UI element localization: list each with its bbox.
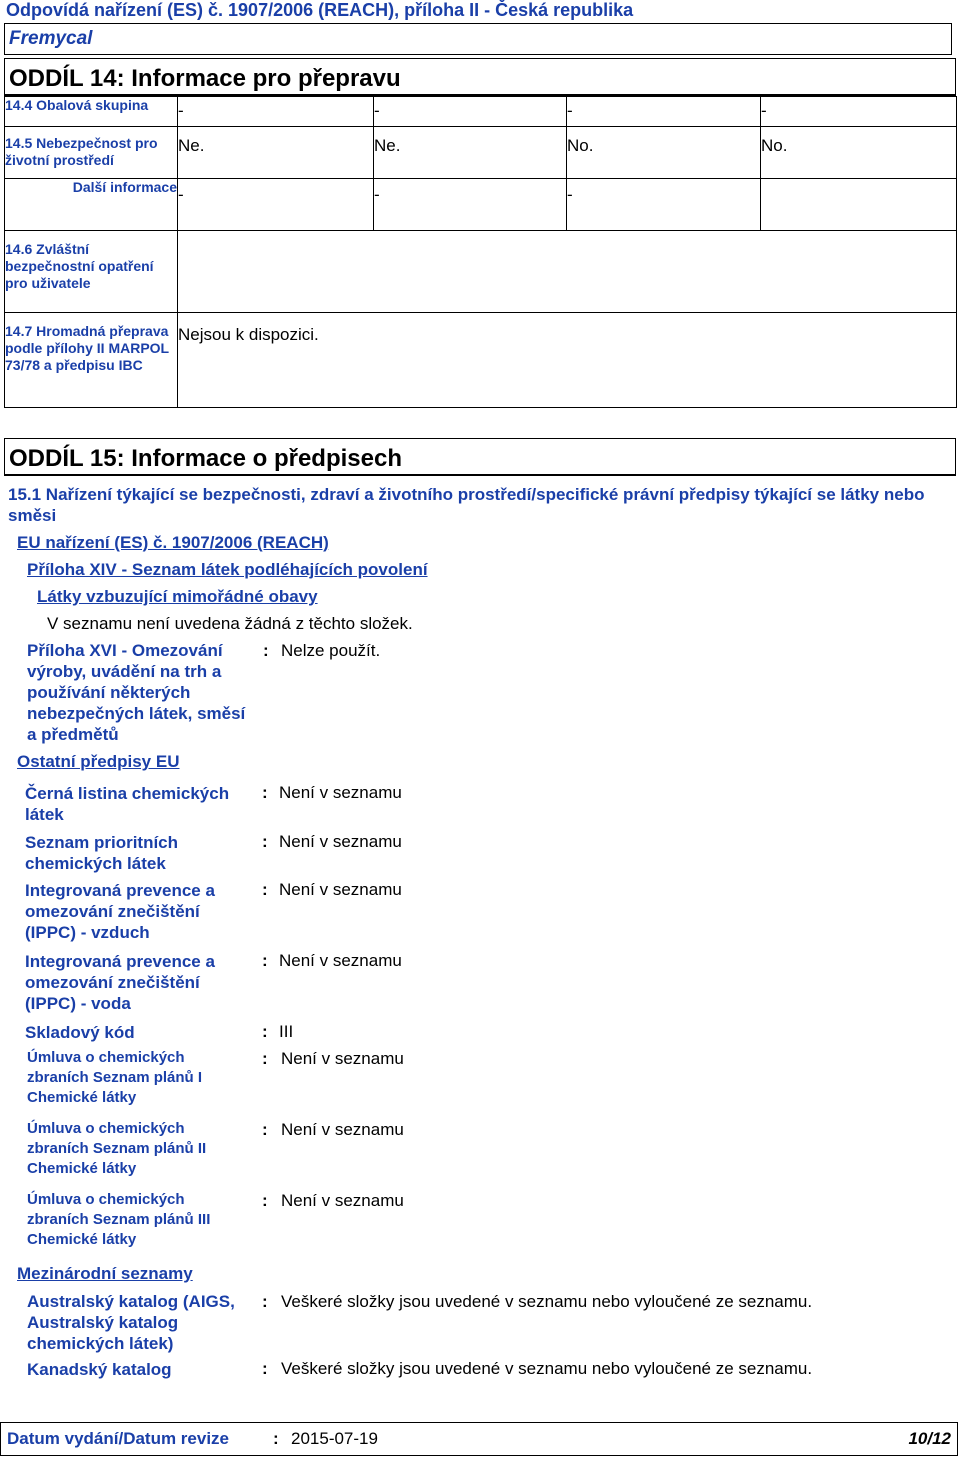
svhc-text: V seznamu není uvedena žádná z těchto složek. <box>47 614 413 633</box>
cell-value: - <box>374 179 567 231</box>
eu-reach-heading: EU nařízení (ES) č. 1907/2006 (REACH) <box>17 533 329 552</box>
annex-14-heading: Příloha XIV - Seznam látek podléhajících povolení <box>27 560 428 579</box>
section-15-header <box>4 438 956 476</box>
svhc-heading: Látky vzbuzující mimořádné obavy <box>37 587 318 606</box>
annex-17-value: Nelze použít. <box>281 641 381 660</box>
list-item-value: Veškeré složky jsou uvedené v seznamu nebo vyloučené ze seznamu. <box>281 1359 813 1378</box>
colon-separator: : <box>262 1191 268 1210</box>
cell-value: - <box>761 97 957 127</box>
cell-value: - <box>178 97 374 127</box>
colon-separator: : <box>262 783 268 802</box>
row-label: Další informace <box>5 179 178 231</box>
colon-separator: : <box>263 641 269 660</box>
list-item-label: Úmluva o chemických zbraních Seznam plánů II Chemické látky <box>27 1120 207 1177</box>
row-label: 14.7 Hromadná přeprava podle přílohy II MARPOL 73/78 a předpisu IBC <box>5 313 178 408</box>
page-number: 10/12 <box>908 1429 951 1448</box>
cell-value: - <box>567 97 761 127</box>
product-name-box <box>4 23 952 55</box>
cell-value: - <box>567 179 761 231</box>
cell-value <box>178 231 957 313</box>
list-item-value: Veškeré složky jsou uvedené v seznamu nebo vyloučené ze seznamu. <box>281 1292 813 1311</box>
footer <box>0 1422 958 1456</box>
colon-separator: : <box>262 1292 268 1311</box>
cell-value: - <box>374 97 567 127</box>
cell-value: - <box>178 179 374 231</box>
list-item-label: Australský katalog (AIGS, Australský katalog chemických látek) <box>27 1292 235 1353</box>
list-item-value: Není v seznamu <box>279 783 402 802</box>
transport-table <box>4 96 957 408</box>
other-eu-heading: Ostatní předpisy EU <box>17 752 180 771</box>
table-row <box>5 127 957 179</box>
cell-value: No. <box>567 127 761 179</box>
list-item-value: III <box>279 1022 294 1041</box>
product-name: Fremycal <box>9 28 93 49</box>
table-row <box>5 179 957 231</box>
colon-separator: : <box>262 1049 268 1068</box>
table-row <box>5 231 957 313</box>
cell-value: Nejsou k dispozici. <box>178 313 957 408</box>
list-item-value: Není v seznamu <box>281 1049 404 1068</box>
table-row <box>5 97 957 127</box>
colon-separator: : <box>262 1022 268 1041</box>
table-row <box>5 313 957 408</box>
annex-17-label: Příloha XVI - Omezování výroby, uvádění na trh a používání některých nebezpečných látek, směsí a předmětů <box>27 641 246 744</box>
subsection-15-1: 15.1 Nařízení týkající se bezpečnosti, zdraví a životního prostředí/specifické právní předpisy týkající se látky nebo směsi <box>8 485 925 525</box>
list-item-label: Úmluva o chemických zbraních Seznam plánů I Chemické látky <box>27 1049 203 1106</box>
colon-separator: : <box>262 832 268 851</box>
row-label: 14.5 Nebezpečnost pro životní prostředí <box>5 127 178 179</box>
list-item-label: Skladový kód <box>25 1023 135 1042</box>
section-15-title: ODDÍL 15: Informace o předpisech <box>9 445 402 472</box>
colon-separator: : <box>262 1120 268 1139</box>
colon-separator: : <box>262 1359 268 1378</box>
list-item-label: Úmluva o chemických zbraních Seznam plánů III Chemické látky <box>27 1191 211 1248</box>
list-item-label: Integrovaná prevence a omezování znečištění (IPPC) - vzduch <box>25 881 215 942</box>
footer-date-label: Datum vydání/Datum revize <box>7 1429 230 1448</box>
cell-value <box>761 179 957 231</box>
cell-value: Ne. <box>374 127 567 179</box>
list-item-value: Není v seznamu <box>279 832 402 851</box>
section-14-title: ODDÍL 14: Informace pro přepravu <box>9 65 401 92</box>
footer-date: 2015-07-19 <box>291 1429 378 1448</box>
row-label: 14.4 Obalová skupina <box>5 97 178 127</box>
list-item-label: Seznam prioritních chemických látek <box>25 833 179 873</box>
list-item-value: Není v seznamu <box>281 1191 404 1210</box>
international-heading: Mezinárodní seznamy <box>17 1264 193 1283</box>
colon-separator: : <box>273 1429 279 1448</box>
section-14-header <box>4 58 956 96</box>
list-item-label: Kanadský katalog <box>27 1360 172 1379</box>
colon-separator: : <box>262 951 268 970</box>
list-item-label: Integrovaná prevence a omezování znečištění (IPPC) - voda <box>25 952 215 1013</box>
row-label: 14.6 Zvláštní bezpečnostní opatření pro uživatele <box>5 231 178 313</box>
cell-value: No. <box>761 127 957 179</box>
list-item-label: Černá listina chemických látek <box>25 784 230 824</box>
list-item-value: Není v seznamu <box>279 880 402 899</box>
list-item-value: Není v seznamu <box>281 1120 404 1139</box>
colon-separator: : <box>262 880 268 899</box>
cell-value: Ne. <box>178 127 374 179</box>
regulation-header: Odpovídá nařízení (ES) č. 1907/2006 (REACH), příloha II - Česká republika <box>6 0 634 20</box>
list-item-value: Není v seznamu <box>279 951 402 970</box>
